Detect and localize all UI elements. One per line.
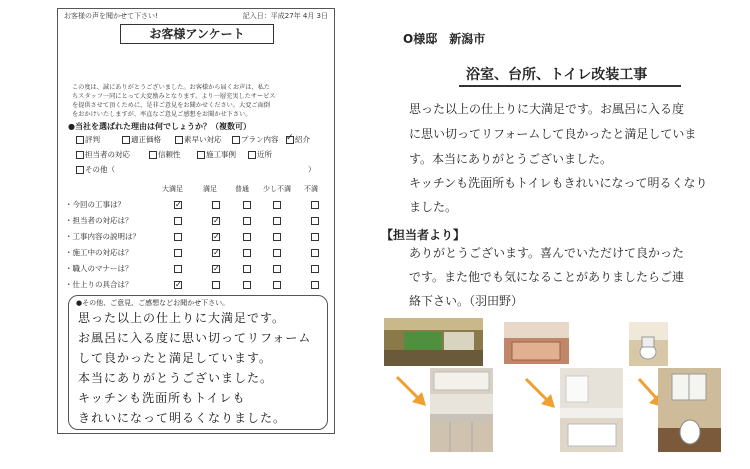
rating-header: 普通 bbox=[235, 185, 249, 193]
rating-checkbox-checked bbox=[212, 249, 220, 257]
reason-option: 適正価格 bbox=[122, 134, 161, 145]
staff-reply-line: ありがとうございます。喜んでいただけて良かった bbox=[409, 246, 685, 260]
toilet-before-photo bbox=[629, 322, 668, 366]
survey-card bbox=[57, 8, 335, 434]
rating-checkbox bbox=[174, 233, 182, 241]
reason-option-checked: ✓ 紹介 bbox=[286, 133, 310, 144]
rating-checkbox bbox=[273, 233, 281, 241]
arrow-icon bbox=[523, 376, 559, 412]
customer-name: O様邸 新潟市 bbox=[403, 32, 486, 46]
reason-option: 素早い対応 bbox=[175, 134, 222, 145]
kitchen-after-photo bbox=[430, 368, 493, 452]
rating-checkbox bbox=[273, 249, 281, 257]
rating-checkbox bbox=[273, 217, 281, 225]
project-title: 浴室、台所、トイレ改装工事 bbox=[466, 67, 648, 83]
reason-option-other: その他（ bbox=[76, 164, 115, 175]
review-line: 思った以上の仕上りに大満足です。お風呂に入る度 bbox=[409, 102, 685, 116]
rating-checkbox bbox=[243, 217, 251, 225]
rating-header: 満足 bbox=[203, 185, 217, 193]
staff-reply-line: です。また他でも気になることがありましたらご連 bbox=[409, 270, 685, 284]
title-underline bbox=[459, 85, 681, 87]
rating-checkbox bbox=[174, 217, 182, 225]
rating-checkbox bbox=[212, 201, 220, 209]
intro-line: を提供させて頂くために、是非ご意見をお聞かせください。大変ご面倒 bbox=[72, 102, 270, 109]
rating-header: 不満 bbox=[304, 185, 318, 193]
staff-label: 【担当者より】 bbox=[381, 228, 466, 242]
review-line: に思い切ってリフォームして良かったと満足していま bbox=[409, 127, 697, 141]
reason-close: ） bbox=[308, 165, 316, 174]
handwritten-line: して良かったと満足しています。 bbox=[78, 351, 273, 365]
reason-option: 近所 bbox=[248, 149, 272, 160]
staff-reply-line: 絡下さい。（羽田野） bbox=[409, 294, 524, 308]
rating-checkbox bbox=[311, 265, 319, 273]
rating-label: ・工事内容の説明は？ bbox=[65, 232, 140, 241]
rating-checkbox bbox=[273, 265, 281, 273]
reason-option: 施工事例 bbox=[197, 149, 236, 160]
kitchen-before-photo bbox=[384, 318, 483, 366]
bath-after-photo bbox=[560, 368, 623, 452]
reason-option: プラン内容 bbox=[232, 134, 279, 145]
handwritten-line: キッチンも洗面所もトイレも bbox=[78, 391, 246, 405]
check-mark: ✓ bbox=[213, 216, 220, 225]
survey-title: お客様アンケート bbox=[120, 24, 274, 44]
rating-checkbox bbox=[273, 281, 281, 289]
handwritten-line: お風呂に入る度に思い切ってリフォーム bbox=[78, 331, 312, 345]
reason-option: 担当者の対応 bbox=[76, 149, 130, 160]
comment-label: ●その他、ご意見、ご感想などお聞かせ下さい。 bbox=[76, 299, 230, 307]
rating-label: ・職人のマナーは？ bbox=[65, 264, 133, 273]
rating-checkbox bbox=[311, 201, 319, 209]
rating-checkbox bbox=[311, 249, 319, 257]
rating-checkbox-checked bbox=[212, 233, 220, 241]
review-line: す。本当にありがとうございました。 bbox=[409, 152, 613, 166]
rating-checkbox bbox=[311, 281, 319, 289]
rating-checkbox bbox=[212, 281, 220, 289]
rating-checkbox bbox=[243, 233, 251, 241]
rating-header: 少し不満 bbox=[263, 185, 291, 193]
intro-line: をおかけいたしますが、率直なご意見ご感想をお聞かせ下さい。 bbox=[72, 111, 252, 118]
bath-before-photo bbox=[504, 322, 569, 364]
review-line: キッチンも洗面所もトイレもきれいになって明るくなり bbox=[409, 176, 708, 190]
handwritten-line: 思った以上の仕上りに大満足です。 bbox=[78, 311, 286, 325]
reason-option: 評判 bbox=[76, 134, 100, 145]
handwritten-line: 本当にありがとうございました。 bbox=[78, 371, 274, 385]
rating-checkbox bbox=[311, 233, 319, 241]
rating-checkbox-checked bbox=[212, 217, 220, 225]
rating-checkbox bbox=[243, 265, 251, 273]
rating-label: ・施工中の対応は？ bbox=[65, 248, 133, 257]
rating-label: ・担当者の対応は？ bbox=[65, 216, 133, 225]
rating-checkbox-checked bbox=[212, 265, 220, 273]
rating-checkbox-checked bbox=[174, 281, 182, 289]
survey-header-left: お客様の声を聞かせて下さい! bbox=[64, 12, 158, 20]
check-mark: ✓ bbox=[213, 264, 220, 273]
toilet-after-photo bbox=[658, 368, 721, 452]
rating-checkbox bbox=[174, 265, 182, 273]
handwritten-line: きれいになって明るくなりました。 bbox=[78, 411, 287, 425]
rating-checkbox bbox=[243, 249, 251, 257]
intro-line: ちスタッフ一同にとって大変励みとなります。より一層充実したサービス bbox=[72, 93, 276, 100]
question-reason: ●当社を選ばれた理由は何でしょうか？（複数可） bbox=[68, 122, 251, 131]
check-mark: ✓ bbox=[213, 232, 220, 241]
rating-checkbox-checked bbox=[174, 201, 182, 209]
rating-label: ・仕上りの具合は？ bbox=[65, 280, 133, 289]
reason-option: 信頼性 bbox=[149, 149, 181, 160]
rating-checkbox bbox=[243, 201, 251, 209]
review-line: ました。 bbox=[409, 200, 458, 214]
check-mark: ✓ bbox=[175, 200, 182, 209]
rating-checkbox bbox=[174, 249, 182, 257]
rating-label: ・今回の工事は？ bbox=[65, 200, 125, 209]
rating-checkbox bbox=[273, 201, 281, 209]
rating-checkbox bbox=[311, 217, 319, 225]
rating-checkbox bbox=[243, 281, 251, 289]
intro-line: この度は、誠にありがとうございました。お客様から届くお声は、私た bbox=[72, 84, 270, 91]
check-mark: ✓ bbox=[213, 248, 220, 257]
rating-header: 大満足 bbox=[162, 185, 183, 193]
arrow-icon bbox=[394, 374, 430, 410]
survey-date: 記入日：平成27年 4月 3日 bbox=[242, 12, 328, 20]
check-mark: ✓ bbox=[175, 280, 182, 289]
